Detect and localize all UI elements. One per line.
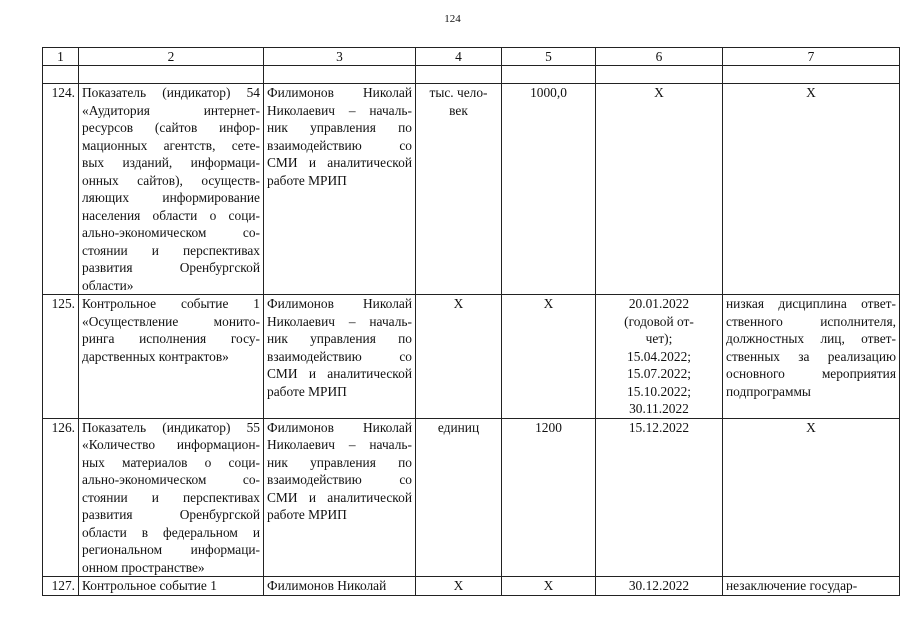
cell-line: развития Оренбургской [82, 260, 260, 275]
cell-line: ринга исполнения госу- [82, 331, 260, 346]
value-cell: X [502, 295, 596, 419]
cell-line: ально-экономическом со- [82, 225, 260, 240]
risk-cell [723, 84, 900, 295]
cell-line: ник управления по [267, 331, 412, 346]
date-cell [596, 418, 723, 577]
cell-line: населения области о соци- [82, 207, 260, 223]
cell-line: единиц [437, 419, 480, 435]
header-cell: 4 [416, 48, 502, 66]
cell-line: 15.12.2022 [628, 419, 690, 435]
cell-line: 20.01.2022 [628, 296, 690, 311]
cell-line: Контрольное событие 1 [82, 296, 260, 311]
cell-line: низкая дисциплина ответ- [726, 296, 896, 311]
cell-line: 15.07.2022; [627, 366, 691, 381]
cell-line: ник управления по [267, 454, 412, 470]
header-cell: 5 [502, 48, 596, 66]
cell-line: основного мероприятия [726, 366, 896, 381]
executor-cell [264, 84, 416, 295]
cell-line: Николаевич – началь- [267, 313, 412, 329]
indicator-name-cell [79, 577, 264, 596]
cell-line: ных материалов о соци- [82, 454, 260, 470]
risk-cell [723, 577, 900, 596]
cell-line: ально-экономическом со- [82, 472, 260, 487]
cell-line: стоянии и перспективах [82, 489, 260, 505]
cell-line: взаимодействию со [267, 137, 412, 153]
date-cell [596, 295, 723, 419]
table-row [43, 84, 900, 295]
cell-line: СМИ и аналитической [267, 366, 412, 381]
header-cell: 7 [723, 48, 900, 66]
cell-line: мационных агентств, сете- [82, 137, 260, 153]
cell-line: X [806, 419, 816, 435]
cell-line: ственного исполнителя, [726, 313, 896, 329]
cell-line: онном пространстве» [82, 559, 205, 575]
cell-line: 15.10.2022; [627, 383, 691, 399]
header-cell: 1 [43, 48, 79, 66]
cell-line: работе МРИП [267, 172, 347, 188]
value-cell: 1000,0 [502, 84, 596, 295]
executor-cell [264, 577, 416, 596]
page-number: 124 [444, 13, 461, 25]
table-row [43, 418, 900, 577]
date-cell [596, 577, 723, 596]
cell-line: Николаевич – началь- [267, 102, 412, 118]
row-number: 125. [43, 295, 79, 419]
cell-line: (годовой от- [624, 313, 694, 329]
cell-line: СМИ и аналитической [267, 155, 412, 170]
value-cell: 1200 [502, 418, 596, 577]
cell-line: «Количество информацион- [82, 437, 260, 452]
cell-line: Филимонов Николай [267, 419, 412, 435]
cell-line: ственных за реализацию [726, 348, 896, 364]
row-number: 126. [43, 418, 79, 577]
cell-line: области» [82, 277, 134, 293]
cell-line: «Осуществление монито- [82, 313, 260, 329]
cell-line: ляющих информирование [82, 190, 260, 205]
cell-line: взаимодействию со [267, 472, 412, 487]
cell-line: Филимонов Николай [267, 296, 412, 311]
unit-cell [416, 418, 502, 577]
header-row [43, 48, 900, 66]
row-number: 127. [43, 577, 79, 596]
document-table [42, 47, 900, 596]
cell-line: век [449, 102, 468, 118]
row-number: 124. [43, 84, 79, 295]
cell-line: Контрольное событие 1 [82, 578, 217, 593]
cell-line: дарственных контрактов» [82, 348, 229, 364]
cell-line: должностных лиц, ответ- [726, 331, 896, 346]
indicator-name-cell [79, 418, 264, 577]
cell-line: X [654, 85, 664, 100]
indicator-name-cell [79, 84, 264, 295]
cell-line: Филимонов Николай [267, 85, 412, 100]
unit-cell [416, 84, 502, 295]
cell-line: подпрограммы [726, 383, 811, 399]
cell-line: Показатель (индикатор) 55 [82, 419, 260, 435]
cell-line: взаимодействию со [267, 348, 412, 364]
header-cell: 6 [596, 48, 723, 66]
table-row [43, 577, 900, 596]
executor-cell [264, 418, 416, 577]
header-cell: 3 [264, 48, 416, 66]
cell-line: 15.04.2022; [627, 348, 691, 364]
cell-line: тыс. чело- [429, 85, 488, 100]
cell-line: СМИ и аналитической [267, 489, 412, 505]
indicator-name-cell [79, 295, 264, 419]
cell-line: Николаевич – началь- [267, 437, 412, 452]
cell-line: работе МРИП [267, 383, 347, 399]
cell-line: 30.12.2022 [628, 578, 690, 593]
unit-cell [416, 577, 502, 596]
cell-line: Показатель (индикатор) 54 [82, 85, 260, 100]
risk-cell [723, 418, 900, 577]
executor-cell [264, 295, 416, 419]
value-cell: X [502, 577, 596, 596]
cell-line: X [806, 85, 816, 100]
cell-line: ресурсов (сайтов инфор- [82, 120, 260, 135]
cell-line: области в федеральном и [82, 524, 260, 540]
cell-line: онных сайтов), осуществ- [82, 172, 260, 188]
risk-cell [723, 295, 900, 419]
table-row [43, 295, 900, 419]
cell-line: работе МРИП [267, 507, 347, 522]
cell-line: X [453, 578, 464, 593]
cell-line: X [453, 296, 464, 311]
cell-line: «Аудитория интернет- [82, 102, 260, 118]
cell-line: стоянии и перспективах [82, 242, 260, 258]
cell-line: вых изданий, информаци- [82, 155, 260, 170]
cell-line: региональном информаци- [82, 542, 260, 557]
cell-line: Филимонов Николай [267, 578, 387, 593]
cell-line: развития Оренбургской [82, 507, 260, 522]
cell-line: 30.11.2022 [629, 401, 689, 416]
date-cell [596, 84, 723, 295]
unit-cell [416, 295, 502, 419]
spacer-row [43, 66, 900, 84]
cell-line: чет); [645, 331, 673, 346]
header-cell: 2 [79, 48, 264, 66]
cell-line: незаключение государ- [726, 578, 858, 593]
cell-line: ник управления по [267, 120, 412, 135]
